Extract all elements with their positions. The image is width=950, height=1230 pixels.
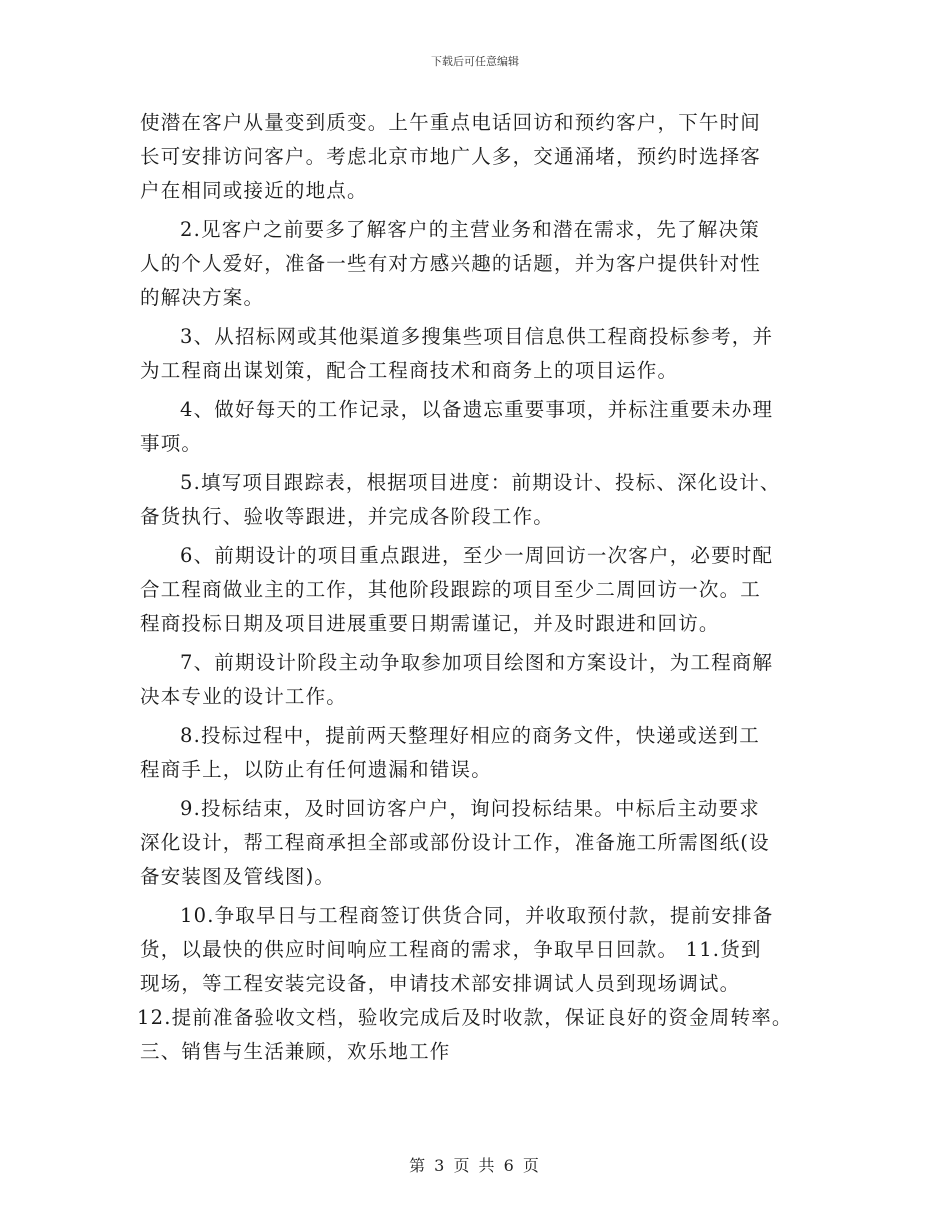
paragraph: [140, 213, 812, 315]
text-line: 12.提前准备验收文档，验收完成后及时收款，保证良好的资金周转率。: [137, 1006, 793, 1029]
text-line: 货，以最快的供应时间响应工程商的需求，争取早日回款。 11.货到: [140, 938, 762, 961]
text-line: 备货执行、验收等跟进，并完成各阶段工作。: [140, 505, 555, 528]
text-line: 户在相同或接近的地点。: [140, 179, 368, 202]
text-line: 的解决方案。: [140, 286, 265, 309]
section-heading: 三、销售与生活兼顾，欢乐地工作: [140, 1040, 451, 1063]
text-line: 人的个人爱好，准备一些有对方感兴趣的话题，并为客户提供针对性: [140, 252, 762, 275]
paragraph: [140, 719, 812, 787]
paragraph: [140, 792, 812, 894]
text-line: 事项。: [140, 432, 203, 455]
text-line: 9.投标结束，及时回访客户户，询问投标结果。中标后主动要求: [180, 797, 760, 820]
paragraph: [140, 106, 812, 208]
paragraph: [140, 899, 812, 1001]
page-header: 下载后可任意编辑: [431, 55, 519, 68]
text-line: 备安装图及管线图)。: [140, 865, 336, 888]
text-line: 深化设计，帮工程商承担全部或部份设计工作，准备施工所需图纸(设: [140, 831, 770, 854]
text-line: 7、前期设计阶段主动争取参加项目绘图和方案设计，为工程商解: [180, 651, 774, 674]
paragraph: [140, 320, 812, 388]
text-line: 程商手上，以防止有任何遗漏和错误。: [140, 758, 492, 781]
text-line: 10.争取早日与工程商签订供货合同，并收取预付款，提前安排备: [180, 904, 774, 927]
text-line: 使潜在客户从量变到质变。上午重点电话回访和预约客户，下午时间: [140, 111, 762, 134]
text-line: 5.填写项目跟踪表，根据项目进度：前期设计、投标、深化设计、: [180, 471, 781, 494]
text-line: 2.见客户之前要多了解客户的主营业务和潜在需求，先了解决策: [180, 218, 760, 241]
paragraph: [140, 539, 812, 641]
text-line: 为工程商出谋划策，配合工程商技术和商务上的项目运作。: [140, 359, 679, 382]
text-line: 3、从招标网或其他渠道多搜集些项目信息供工程商投标参考，并: [180, 325, 774, 348]
paragraph: [140, 646, 812, 714]
text-line: 程商投标日期及项目进展重要日期需谨记，并及时跟进和回访。: [140, 612, 720, 635]
text-line: 4、做好每天的工作记录，以备遗忘重要事项，并标注重要未办理: [180, 398, 774, 421]
paragraph: [140, 393, 812, 461]
text-line: 现场，等工程安装完设备，申请技术部安排调试人员到现场调试。: [140, 972, 741, 995]
paragraph: [140, 466, 812, 534]
text-line: 合工程商做业主的工作，其他阶段跟踪的项目至少二周回访一次。工: [140, 578, 762, 601]
page-footer: 第 3 页 共 6 页: [409, 1156, 541, 1175]
document-body: [137, 106, 812, 1069]
text-line: 6、前期设计的项目重点跟进，至少一周回访一次客户，必要时配: [180, 544, 774, 567]
text-line: 8.投标过程中，提前两天整理好相应的商务文件，快递或送到工: [180, 724, 760, 747]
text-line: 长可安排访问客户。考虑北京市地广人多，交通涌堵，预约时选择客: [140, 145, 762, 168]
text-line: 决本专业的设计工作。: [140, 685, 348, 708]
